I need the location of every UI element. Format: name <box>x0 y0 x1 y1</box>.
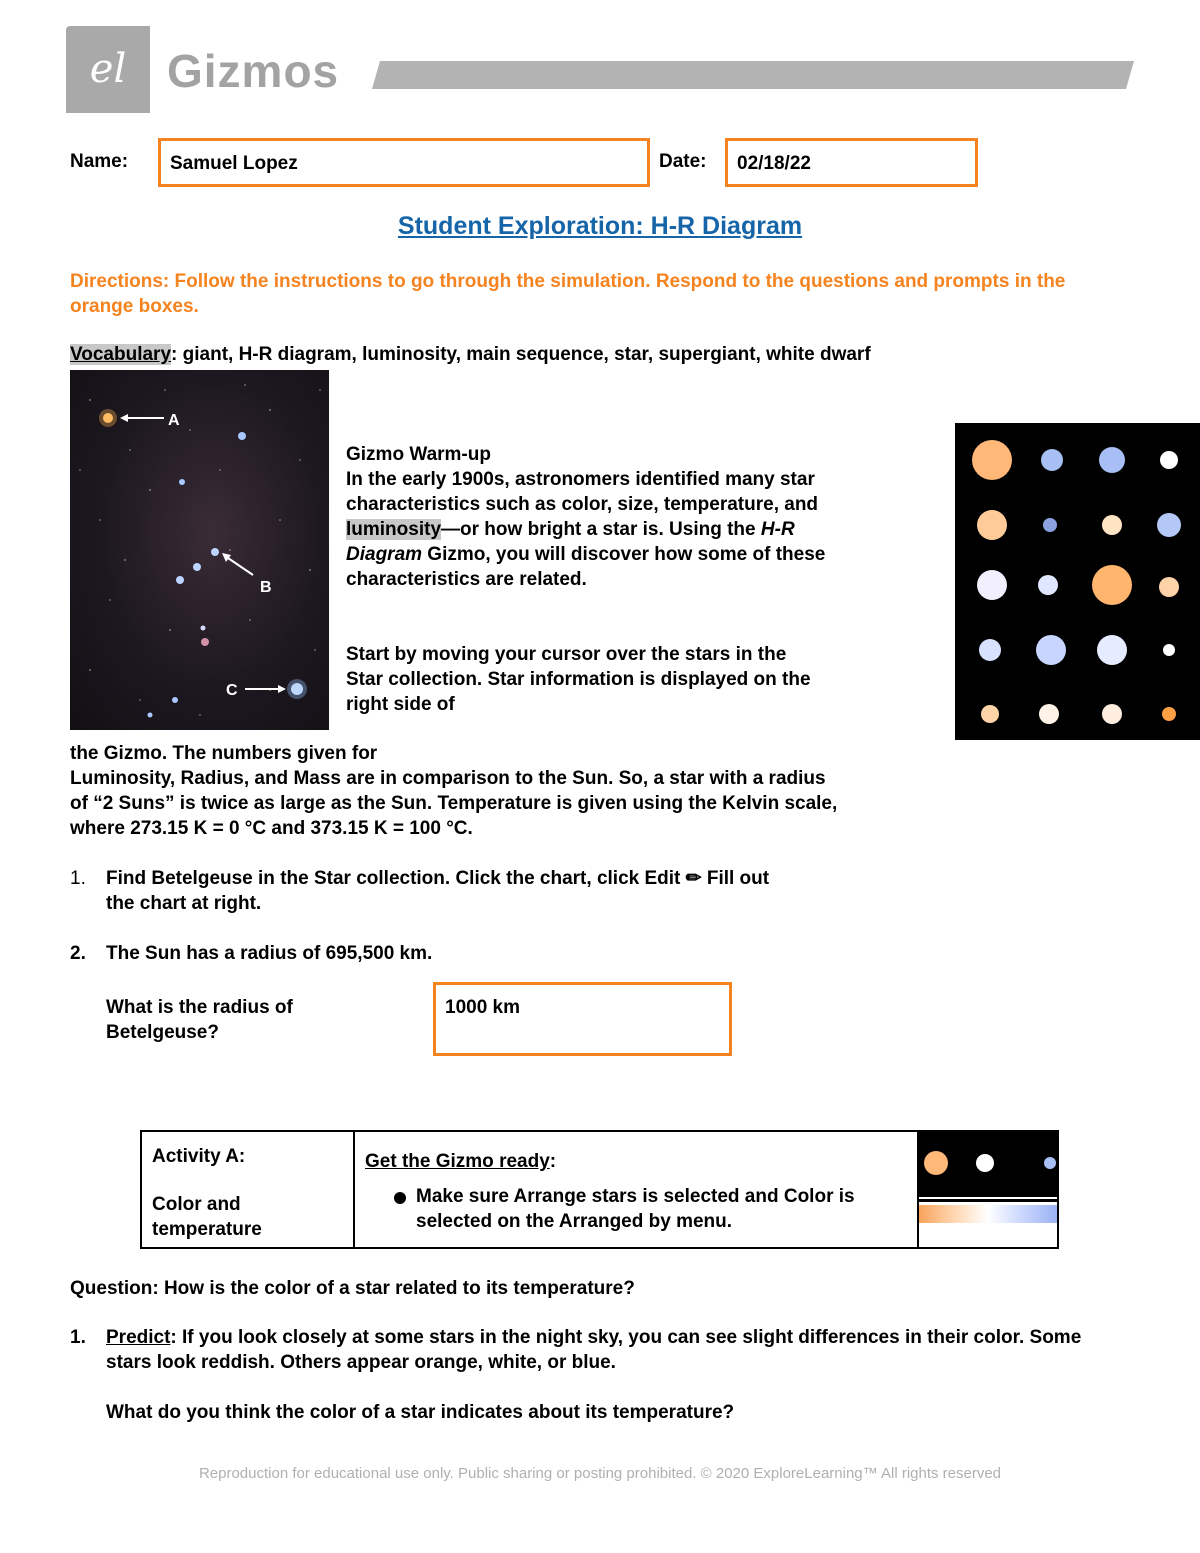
page-title: Student Exploration: H-R Diagram <box>397 212 803 240</box>
activity-thumbnail <box>919 1132 1057 1202</box>
bullet-icon <box>394 1192 406 1204</box>
orion-photo <box>70 370 329 730</box>
photo-label-c: C <box>226 682 238 699</box>
activity-table <box>140 1130 1059 1249</box>
q2-number: 2. <box>70 943 86 964</box>
directions: Directions: Follow the instructions to go through the simulation. Respond to the questions and prompts in the orange boxes. <box>70 271 1066 317</box>
predict-label: Predict <box>106 1327 171 1348</box>
thumbnail-stars <box>919 1132 1057 1202</box>
predict-text: Predict: If you look closely at some stars in the night sky, you can see slight differences in their color. Some stars look reddish. Others appear orange, white, or blue. <box>106 1327 1082 1373</box>
q1-number: 1. <box>70 868 86 889</box>
photo-label-b: B <box>260 579 272 596</box>
warmup-section <box>346 442 826 717</box>
predict-prompt: What do you think the color of a star indicates about its temperature? <box>106 1402 735 1423</box>
date-field[interactable] <box>725 138 978 187</box>
orion-arrows <box>120 414 286 693</box>
photo-label-a: A <box>168 412 180 429</box>
star-collection[interactable] <box>955 423 1200 740</box>
star-dots[interactable] <box>972 440 1181 724</box>
q2-prompt: What is the radius of Betelgeuse? <box>106 997 293 1043</box>
logo-box <box>66 26 150 113</box>
name-label: Name: <box>70 151 129 172</box>
warmup-heading: Gizmo Warm-up <box>346 444 491 465</box>
name-field[interactable] <box>158 138 650 187</box>
gizmo-ready: Get the Gizmo ready: <box>365 1151 557 1172</box>
warmup-paragraph-2: Start by moving your cursor over the stars in the Star collection. Star information is displayed on the right side of <box>346 644 811 715</box>
name-value: Samuel Lopez <box>170 153 298 174</box>
vocabulary-terms: : giant, H-R diagram, luminosity, main sequence, star, supergiant, white dwarf <box>171 344 871 365</box>
explorelearning-logo-icon: el <box>89 46 127 92</box>
main-question: Question: How is the color of a star related to its temperature? <box>70 1278 635 1299</box>
radius-answer-box[interactable] <box>433 982 732 1056</box>
warmup-paragraph-2-cont: the Gizmo. The numbers given for Luminosity, Radius, and Mass are in comparison to the Sun. So, a star with a radius of “2 Suns” is twice as large as the Sun. Temperature is given using the Kelvin scale, where 273.15 K = 0 °C and 373.15 K = 100 °C. <box>70 743 838 839</box>
star-collection-grid <box>955 423 1200 740</box>
temperature-color-scale <box>919 1205 1057 1223</box>
radius-answer: 1000 km <box>445 997 521 1018</box>
vocabulary-label: Vocabulary <box>70 344 172 365</box>
q1-text: Find Betelgeuse in the Star collection. Click the chart, click Edit ✏ Fill out the chart at right. <box>106 868 770 914</box>
activity-subtitle: Color and temperature <box>152 1194 262 1240</box>
date-value: 02/18/22 <box>737 153 811 174</box>
footer: Reproduction for educational use only. Public sharing or posting prohibited. © 2020 ExploreLearning™ All rights reserved <box>198 1465 1002 1482</box>
warmup-paragraph-1: In the early 1900s, astronomers identified many star characteristics such as color, size, temperature, and luminosity—or how bright a star is. Using the H-R Diagram Gizmo, you will discover how some of these characteristics are related. <box>346 469 826 590</box>
date-label: Date: <box>659 151 707 172</box>
luminosity-highlight: luminosity <box>346 519 442 540</box>
ready-instruction: Make sure Arrange stars is selected and Color is selected on the Arranged by menu. <box>416 1186 855 1232</box>
vocabulary <box>70 344 871 366</box>
predict-number: 1. <box>70 1327 86 1348</box>
orion-starfield <box>70 370 329 730</box>
orion-stars <box>99 409 307 718</box>
q2-text: The Sun has a radius of 695,500 km. <box>106 943 433 964</box>
brand-name: Gizmos <box>167 45 340 97</box>
activity-title: Activity A: <box>152 1146 246 1167</box>
header-bar <box>372 61 1134 89</box>
table-divider <box>353 1132 355 1247</box>
